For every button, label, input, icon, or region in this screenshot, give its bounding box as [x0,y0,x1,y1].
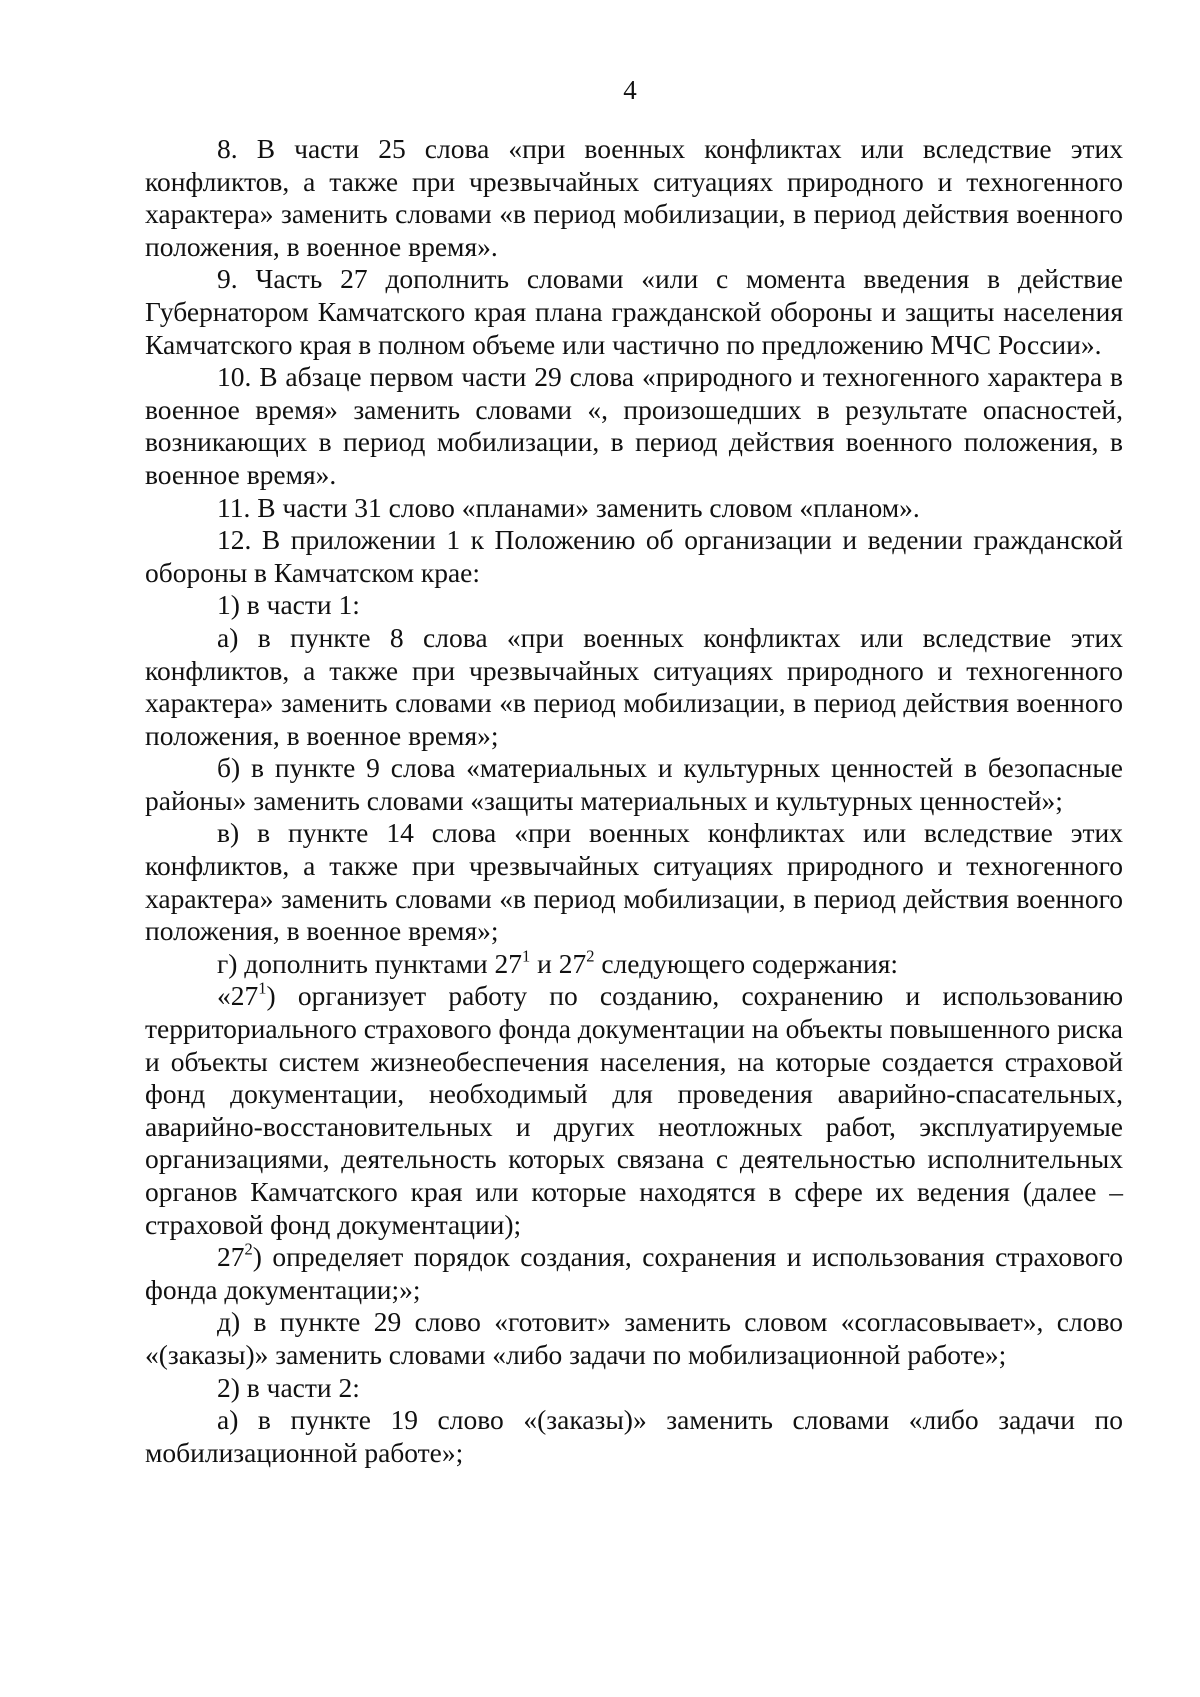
subitem-g-text-c: следующего содержания: [594,947,899,979]
paragraph-part-1: 1) в части 1: [217,589,360,621]
document-body [145,133,1123,1469]
paragraph-subitem-v: в) в пункте 14 слова «при военных конфликтах или вследствие этих конфликтов, а также при чрезвычайных ситуациях природного и техногенного характера» заменить словами «в период мобилизации, в период действия военного положения, в военное время»; [145,817,1123,947]
paragraph-part-2: 2) в части 2: [217,1371,360,1403]
paragraph-subitem-b: б) в пункте 9 слова «материальных и культурных ценностей в безопасные районы» заменить словами «защиты материальных и культурных ценностей»; [145,752,1123,816]
paragraph-item-10: 10. В абзаце первом части 29 слова «природного и техногенного характера в военное время» заменить словами «, произошедших в результате опасностей, возникающих в период мобилизации, в период действия военного положения, в военное время». [145,361,1123,490]
paragraph-item-12: 12. В приложении 1 к Положению об организации и ведении гражданской обороны в Камчатском крае: [145,524,1123,588]
paragraph-point-27-2 [145,1241,1123,1306]
point-27-2-superscript: 2 [244,1239,253,1259]
point-27-1-superscript: 1 [258,978,267,998]
paragraph-item-9: 9. Часть 27 дополнить словами «или с момента введения в действие Губернатором Камчатского края плана гражданской обороны и защиты населения Камчатского края в полном объеме или частично по предложению МЧС России». [145,263,1123,360]
paragraph-subitem-a: а) в пункте 8 слова «при военных конфликтах или вследствие этих конфликтов, а также при чрезвычайных ситуациях природного и техногенного характера» заменить словами «в период мобилизации, в период действия военного положения, в военное время»; [145,621,1123,751]
paragraph-subitem-g [145,948,1123,981]
subitem-g-text-a: г) дополнить пунктами 27 [217,947,522,979]
paragraph-part-2-subitem-a: а) в пункте 19 слово «(заказы)» заменить словами «либо задачи по мобилизационной работе»; [145,1404,1123,1468]
superscript-2: 2 [586,946,595,966]
paragraph-point-27-1 [145,980,1123,1241]
paragraph-subitem-d: д) в пункте 29 слово «готовит» заменить словом «согласовывает», слово «(заказы)» заменить словами «либо задачи по мобилизационной работе»; [145,1306,1123,1370]
paragraph-item-8: 8. В части 25 слова «при военных конфликтах или вследствие этих конфликтов, а также при чрезвычайных ситуациях природного и техногенного характера» заменить словами «в период мобилизации, в период действия военного положения, в военное время». [145,133,1123,262]
point-27-2-prefix: 27 [217,1241,245,1273]
paragraph-item-11: 11. В части 31 слово «планами» заменить словом «планом». [217,491,920,523]
point-27-1-text: ) организует работу по созданию, сохранению и использованию территориального страхового фонда документации на объекты повышенного риска и объекты систем жизнеобеспечения населения, на которые создается страховой фонд документации, необходимый для проведения аварийно-спасательных, аварийно-восстановительных и других неотложных работ, эксплуатируемые организациями, деятельность которых связана с деятельностью исполнительных органов Камчатского края или которые находятся в сфере их ведения (далее – страховой фонд документации); [145,980,1123,1240]
point-27-1-prefix: «27 [217,980,259,1012]
subitem-g-text-b: и 27 [530,947,587,979]
superscript-1: 1 [521,946,531,966]
point-27-2-text: ) определяет порядок создания, сохранения и использования страхового фонда документации;»; [145,1241,1123,1305]
page-number: 4 [623,75,637,105]
